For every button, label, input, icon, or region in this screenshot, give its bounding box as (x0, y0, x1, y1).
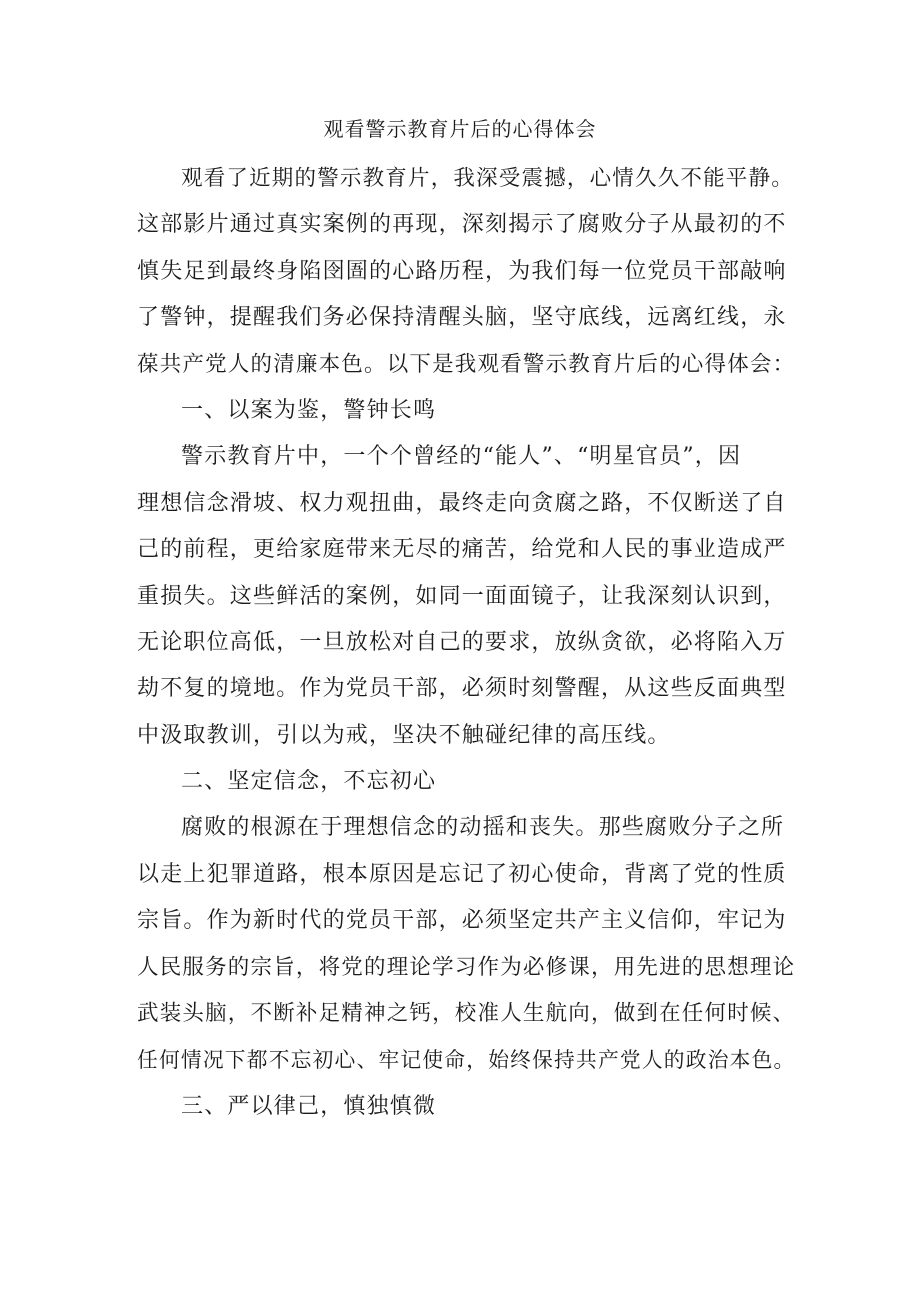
text-line: 己的前程，更给家庭带来无尽的痛苦，给党和人民的事业造成严 (137, 537, 787, 563)
text-line: 人民服务的宗旨，将党的理论学习作为必修课，用先进的思想理论 (137, 954, 796, 980)
text-line: 警示教育片中，一个个曾经的“能人”、“明星官员”，因 (181, 444, 742, 470)
text-line: 武装头脑，不断补足精神之钙，校准人生航向，做到在任何时候、 (137, 1001, 796, 1027)
section-heading-1: 一、以案为鉴，警钟长鸣 (181, 397, 437, 423)
text-line: 理想信念滑坡、权力观扭曲，最终走向贪腐之路，不仅断送了自 (137, 490, 787, 516)
text-line: 慎失足到最终身陷囹圄的心路历程，为我们每一位党员干部敲响 (137, 258, 787, 284)
text-line: 了警钟，提醒我们务必保持清醒头脑，坚守底线，远离红线，永 (137, 305, 787, 331)
text-line: 任何情况下都不忘初心、牢记使命，始终保持共产党人的政治本色。 (137, 1048, 796, 1073)
text-line: 中汲取教训，引以为戒，坚决不触碰纪律的高压线。 (137, 722, 671, 748)
document-body (137, 156, 797, 1130)
text-line: 宗旨。作为新时代的党员干部，必须坚定共产主义信仰，牢记为 (137, 908, 787, 934)
text-line: 无论职位高低，一旦放松对自己的要求，放纵贪欲，必将陷入万 (137, 629, 787, 655)
text-line: 腐败的根源在于理想信念的动摇和丧失。那些腐败分子之所 (181, 815, 785, 841)
section-heading-2: 二、坚定信念，不忘初心 (181, 769, 437, 795)
text-line: 观看了近期的警示教育片，我深受震撼，心情久久不能平静。 (181, 166, 794, 191)
section-heading-3: 三、严以律己，慎独慎微 (181, 1093, 437, 1119)
text-line: 这部影片通过真实案例的再现，深刻揭示了腐败分子从最初的不 (137, 212, 787, 238)
document-title: 观看警示教育片后的心得体会 (323, 117, 597, 141)
text-line: 重损失。这些鲜活的案例，如同一面面镜子，让我深刻认识到， (137, 583, 787, 609)
text-line: 劫不复的境地。作为党员干部，必须时刻警醒，从这些反面典型 (137, 676, 787, 702)
text-line: 葆共产党人的清廉本色。以下是我观看警示教育片后的心得体会： (137, 351, 796, 377)
text-line: 以走上犯罪道路，根本原因是忘记了初心使命，背离了党的性质 (137, 861, 787, 887)
